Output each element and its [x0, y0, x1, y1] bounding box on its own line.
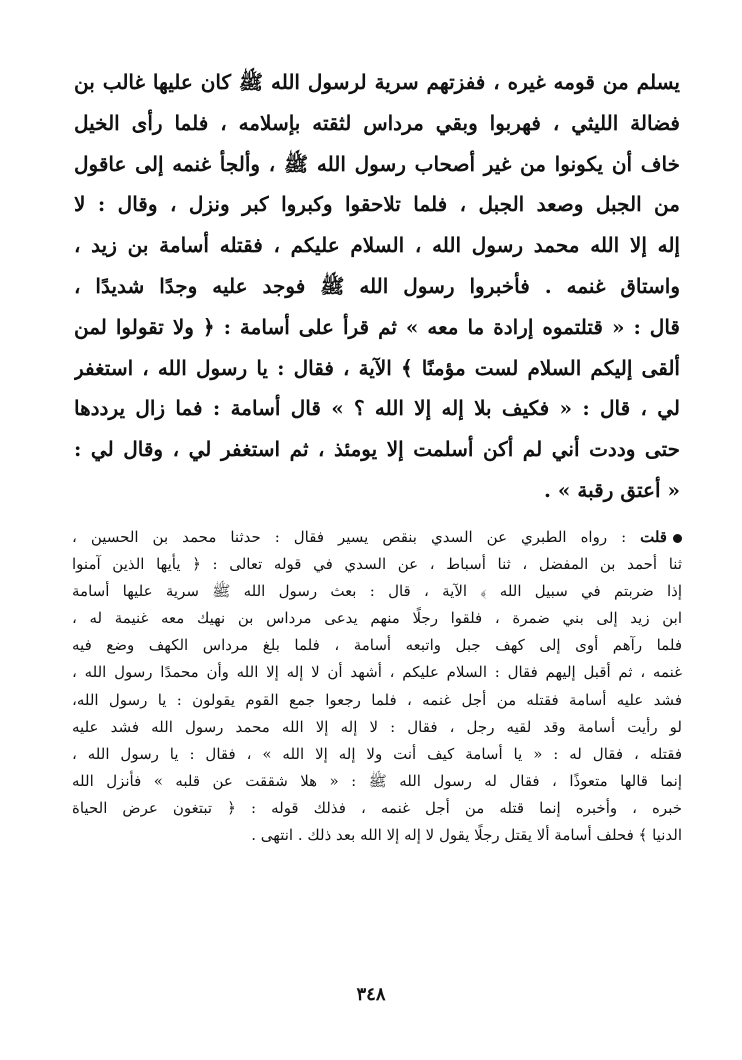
- note-line: الدنيا ﴾ فحلف أسامة ألا يقتل رجلًا يقول لا إله إلا الله بعد ذلك . انتهى .: [251, 826, 682, 845]
- note-line: [72, 524, 682, 551]
- main-text-line: خاف أن يكونوا من غير أصحاب رسول الله ﷺ ، وألجأ غنمه إلى عاقول: [74, 151, 680, 176]
- main-text-line: فضالة الليثي ، فهربوا وبقي مرداس لثقته بإسلامه ، فلما رأى الخيل: [74, 110, 680, 135]
- note-line: إنما قالها متعوذًا ، فقال له رسول الله ﷺ : « هلا شققت عن قلبه » فأنزل الله: [72, 771, 682, 790]
- note-line: ابن زيد إلى بني ضمرة ، فلقوا رجلًا منهم يدعى مرداس بن نهيك معه غنيمة له ،: [72, 609, 682, 628]
- main-text-line: ألقى إليكم السلام لست مؤمنًا ﴾ الآية ، فقال : يا رسول الله ، استغفر: [74, 355, 680, 380]
- page-number: ٣٤٨: [356, 984, 386, 1005]
- note-line-text: : رواه الطبري عن السدي بنقص يسير فقال : حدثنا محمد بن الحسين ،: [72, 528, 627, 546]
- main-text-line: من الجبل وصعد الجبل ، فلما تلاحقوا وكبروا كبر ونزل ، وقال : لا: [74, 192, 680, 217]
- note-line: فشد عليه أسامة فقتله من أجل غنمه ، فلما رجعوا جمع القوم يقولون : يا رسول الله،: [72, 690, 682, 709]
- note-line: إذا ضربتم في سبيل الله ﴾ الآية ، قال : بعث رسول الله ﷺ سرية عليها أسامة: [72, 582, 682, 601]
- note-line: لو رأيت أسامة وقد لقيه رجل ، فقال : لا إله إلا الله محمد رسول الله فشد عليه: [72, 717, 682, 736]
- main-text-line: « أعتق رقبة » .: [544, 477, 680, 502]
- note-line: فقتله ، فقال له : « يا أسامة كيف أنت ولا إله إلا الله » ، فقال : يا رسول الله ،: [72, 744, 682, 763]
- note-label: قلت: [640, 528, 667, 546]
- main-text-line: قال : « قتلتموه إرادة ما معه » ثم قرأ على أسامة : ﴿ ولا تقولوا لمن: [74, 314, 680, 339]
- main-text-block: [74, 62, 680, 511]
- main-text-line: حتى وددت أني لم أكن أسلمت إلا يومئذ ، ثم استغفر لي ، وقال لي :: [74, 437, 680, 462]
- bullet-icon: [673, 534, 682, 543]
- commentary-note: [72, 524, 682, 849]
- note-line: خبره ، وأخبره إنما قتله من أجل غنمه ، فذلك قوله : ﴿ تبتغون عرض الحياة: [72, 798, 682, 817]
- main-text-line: يسلم من قومه غيره ، ففزتهم سرية لرسول الله ﷺ كان عليها غالب بن: [74, 70, 680, 94]
- main-text-line: لي ، قال : « فكيف بلا إله إلا الله ؟ » قال أسامة : فما زال يرددها: [74, 396, 680, 421]
- main-text-line: واستاق غنمه . فأخبروا رسول الله ﷺ فوجد عليه وجدًا شديدًا ،: [74, 273, 680, 298]
- note-line: فلما رآهم أوى إلى كهف جبل واتبعه أسامة ، فلما بلغ مرداس الكهف وضع فيه: [72, 636, 682, 655]
- main-text-line: إله إلا الله محمد رسول الله ، السلام عليكم ، فقتله أسامة بن زيد ،: [74, 233, 680, 258]
- note-line: ثنا أحمد بن المفضل ، ثنا أسباط ، عن السدي في قوله تعالى : ﴿ يأيها الذين آمنوا: [72, 555, 682, 574]
- note-line: غنمه ، ثم أقبل إليهم فقال : السلام عليكم ، أشهد أن لا إله إلا الله وأن محمدًا رسول الله ،: [72, 663, 682, 682]
